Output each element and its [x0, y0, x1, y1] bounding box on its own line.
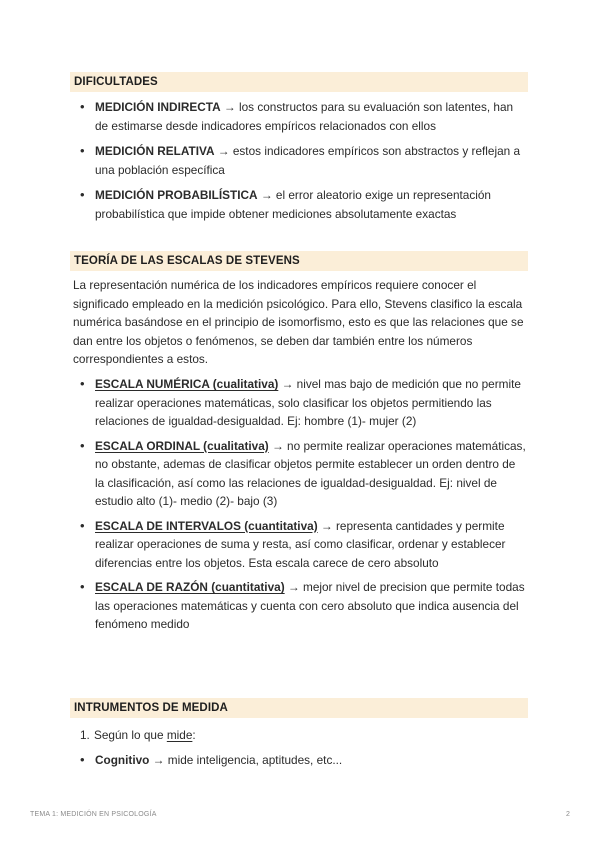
item-number: 1. [80, 728, 90, 742]
list-item [80, 186, 526, 223]
item-text: → mejor nivel de precision que permite todas las operaciones matemáticas y cuenta con cero absoluto que indica ausencia del fenómeno medido [95, 580, 525, 631]
item-term: MEDICIÓN RELATIVA [95, 144, 215, 158]
item-text: → no permite realizar operaciones matemáticas, no obstante, ademas de clasificar objetos permite establecer un orden dentro de la clasificación, así como las relaciones de igualdad-desigualdad. Ej: nivel de estudio alto (1)- medio (2)- bajo (3) [95, 438, 526, 508]
item-text: → el error aleatorio exige un representación probabilística que impide obtener mediciones absolutamente exactas [95, 188, 491, 221]
section-heading-stevens: TEORÍA DE LAS ESCALAS DE STEVENS [70, 251, 528, 271]
item-term: MEDICIÓN INDIRECTA [95, 100, 221, 114]
item-text: → nivel mas bajo de medición que no permite realizar operaciones matemáticas, solo clasificar los objetos permitiendo las relaciones de igualdad-desigualdad. Ej: hombre (1)- mujer (2) [95, 377, 521, 428]
list-item [80, 437, 526, 511]
item-text-underlined: mide [166, 728, 193, 742]
item-term: ESCALA DE RAZÓN (cuantitativa) [95, 580, 285, 594]
item-term: MEDICIÓN PROBABILÍSTICA [95, 188, 258, 202]
item-text: → representa cantidades y permite realizar operaciones de suma y resta, así como clasificar, ordenar y establecer diferencias entre los objetos. Esta escala carece de cero absoluto [95, 518, 506, 570]
numbered-item [80, 726, 196, 744]
section-heading-dificultades: DIFICULTADES [70, 72, 528, 92]
item-text: → los constructos para su evaluación son latentes, han de estimarse desde indicadores empíricos relacionados con ellos [95, 100, 514, 133]
stevens-scale-list [80, 375, 526, 634]
list-item [80, 517, 526, 573]
list-item [80, 98, 526, 135]
item-text: → estos indicadores empíricos son abstractos y reflejan a una población específica [95, 144, 521, 177]
section-heading-instrumentos: INTRUMENTOS DE MEDIDA [70, 698, 528, 718]
item-text: → mide inteligencia, aptitudes, etc... [149, 753, 343, 767]
list-item [80, 375, 526, 431]
list-item [80, 751, 526, 770]
item-text-pre: Según lo que [94, 728, 167, 742]
page-number: 2 [566, 811, 571, 818]
item-term: ESCALA DE INTERVALOS (cuantitativa) [95, 518, 318, 533]
item-text-post: : [192, 728, 196, 742]
footer-title: TEMA 1: MEDICIÓN EN PSICOLOGÍA [30, 811, 157, 818]
instrumentos-list [80, 751, 526, 770]
list-item [80, 142, 526, 179]
item-term: ESCALA NUMÉRICA (cualitativa) [95, 377, 279, 391]
dificultades-list [80, 98, 526, 223]
item-term: ESCALA ORDINAL (cualitativa) [95, 438, 269, 453]
item-term: Cognitivo [95, 753, 150, 767]
list-item [80, 578, 526, 634]
stevens-paragraph: La representación numérica de los indicadores empíricos requiere conocer el significado empleado en la medición psicológico. Para ello, Stevens clasifico la escala numérica basándose en el principio de isomorfismo, esto es que las relaciones que se dan entre los objetos o fenómenos, se deben dar también entre los números correspondientes a estos. [73, 278, 524, 366]
